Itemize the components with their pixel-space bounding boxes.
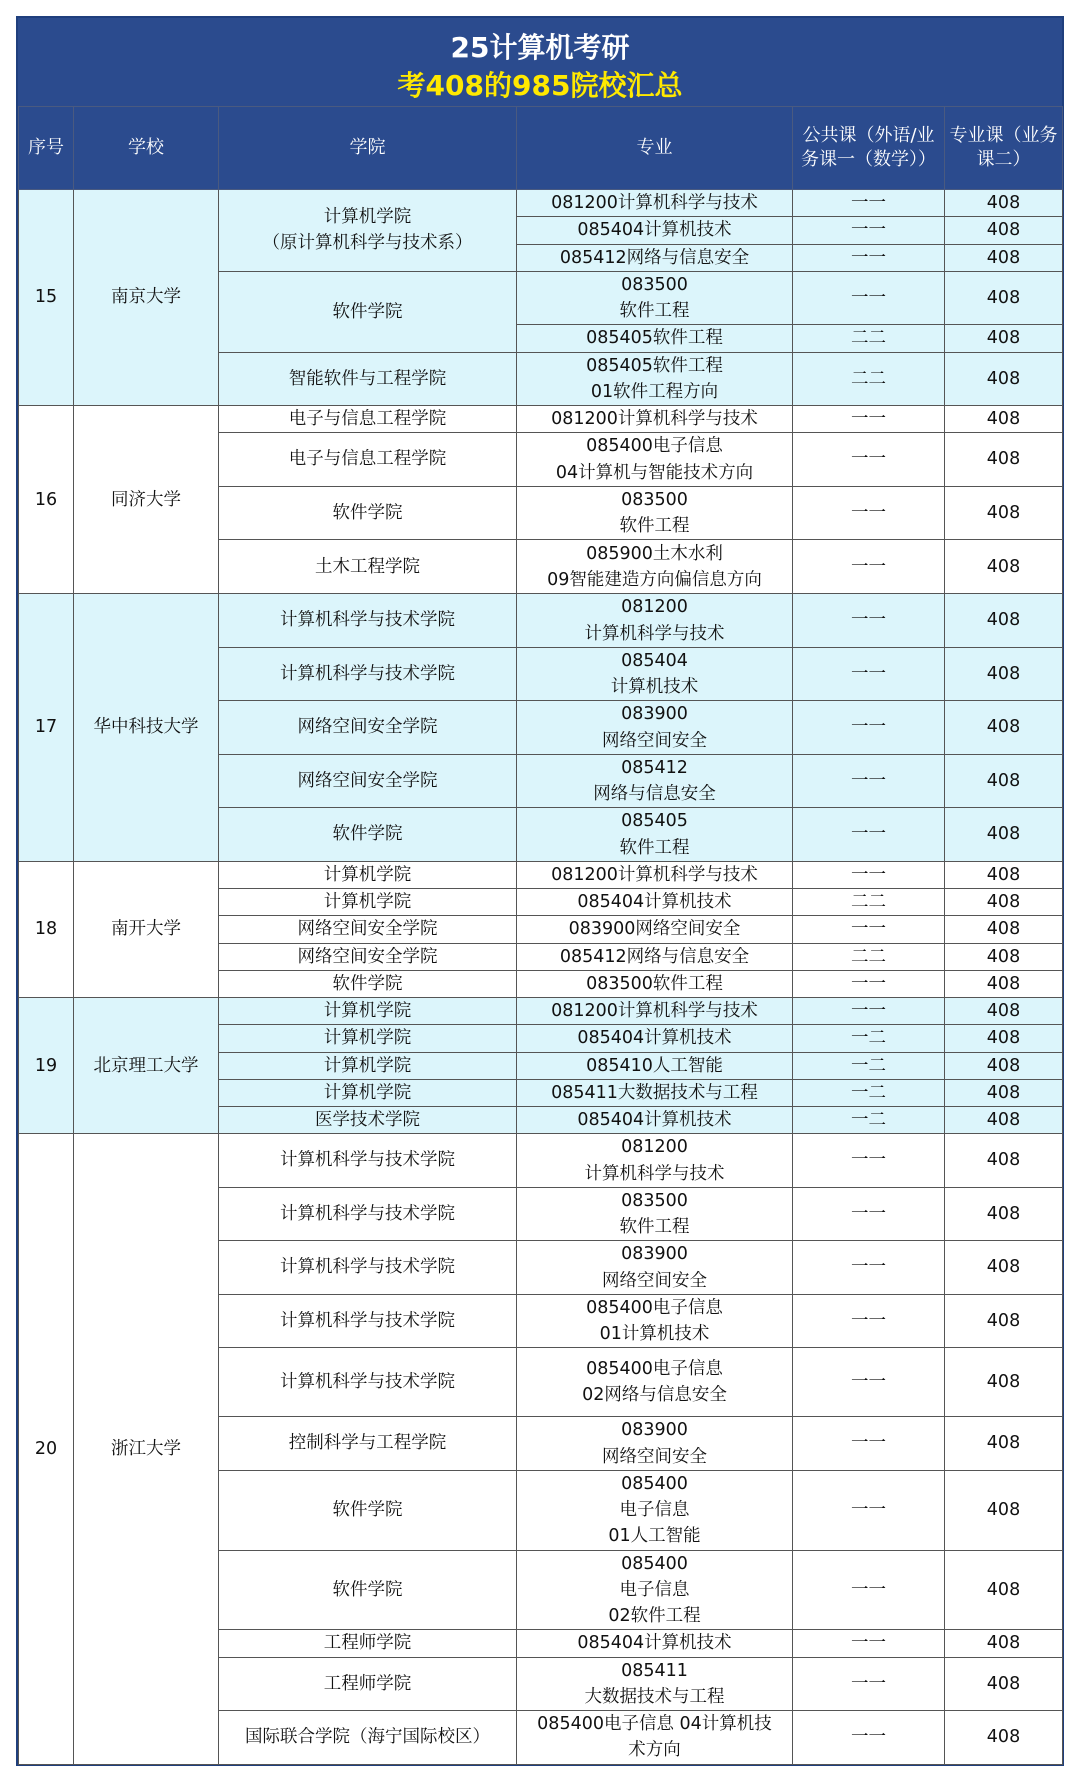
public-course: 一一 — [793, 998, 945, 1025]
public-course: 一二 — [793, 1107, 945, 1134]
school-name: 同济大学 — [74, 406, 219, 594]
public-course: 一一 — [793, 433, 945, 487]
title-band — [18, 18, 1062, 108]
professional-course: 408 — [945, 540, 1063, 594]
col-header-college: 学院 — [219, 107, 517, 190]
public-course: 一二 — [793, 1079, 945, 1106]
table-row — [19, 1134, 1063, 1188]
school-name: 浙江大学 — [74, 1134, 219, 1764]
major-name: 085412 网络与信息安全 — [517, 754, 793, 808]
college-name: 土木工程学院 — [219, 540, 517, 594]
public-course: 二二 — [793, 889, 945, 916]
college-name: 软件学院 — [219, 1550, 517, 1630]
professional-course: 408 — [945, 647, 1063, 701]
major-name: 085411 大数据技术与工程 — [517, 1657, 793, 1711]
professional-course: 408 — [945, 1241, 1063, 1295]
college-name: 计算机科学与技术学院 — [219, 1294, 517, 1348]
table-row — [19, 594, 1063, 648]
major-name: 081200 计算机科学与技术 — [517, 1134, 793, 1188]
school-name: 华中科技大学 — [74, 594, 219, 862]
public-course: 一一 — [793, 1294, 945, 1348]
professional-course: 408 — [945, 1079, 1063, 1106]
major-name: 081200计算机科学与技术 — [517, 861, 793, 888]
public-course: 一一 — [793, 970, 945, 997]
public-course: 一一 — [793, 861, 945, 888]
professional-course: 408 — [945, 1550, 1063, 1630]
major-name: 083500 软件工程 — [517, 486, 793, 540]
college-name: 国际联合学院（海宁国际校区） — [219, 1711, 517, 1765]
col-header-public: 公共课（外语/业务课一（数学）） — [793, 107, 945, 190]
public-course: 一一 — [793, 1657, 945, 1711]
major-name: 085900土木水利 09智能建造方向偏信息方向 — [517, 540, 793, 594]
professional-course: 408 — [945, 1052, 1063, 1079]
major-name: 083900 网络空间安全 — [517, 1241, 793, 1295]
public-course: 一一 — [793, 1470, 945, 1550]
public-course: 一一 — [793, 754, 945, 808]
major-name: 085404计算机技术 — [517, 1107, 793, 1134]
major-name: 085400电子信息 04计算机与智能技术方向 — [517, 433, 793, 487]
college-name: 工程师学院 — [219, 1630, 517, 1657]
row-number: 15 — [19, 190, 74, 406]
professional-course: 408 — [945, 1294, 1063, 1348]
public-course: 一一 — [793, 486, 945, 540]
professional-course: 408 — [945, 943, 1063, 970]
public-course: 二二 — [793, 352, 945, 406]
public-course: 一一 — [793, 190, 945, 217]
major-name: 085412网络与信息安全 — [517, 943, 793, 970]
professional-course: 408 — [945, 486, 1063, 540]
public-course: 一一 — [793, 701, 945, 755]
professional-course: 408 — [945, 1630, 1063, 1657]
school-name: 南开大学 — [74, 861, 219, 997]
major-name: 085400 电子信息 02软件工程 — [517, 1550, 793, 1630]
public-course: 一一 — [793, 244, 945, 271]
table-row — [19, 190, 1063, 217]
college-name: 网络空间安全学院 — [219, 754, 517, 808]
major-name: 085405 软件工程 — [517, 808, 793, 862]
college-name: 计算机科学与技术学院 — [219, 1241, 517, 1295]
professional-course: 408 — [945, 217, 1063, 244]
professional-course: 408 — [945, 1657, 1063, 1711]
public-course: 一一 — [793, 1711, 945, 1765]
professional-course: 408 — [945, 271, 1063, 325]
college-name: 控制科学与工程学院 — [219, 1417, 517, 1471]
major-name: 083500 软件工程 — [517, 271, 793, 325]
professional-course: 408 — [945, 1187, 1063, 1241]
professional-course: 408 — [945, 808, 1063, 862]
professional-course: 408 — [945, 754, 1063, 808]
college-name: 计算机科学与技术学院 — [219, 1187, 517, 1241]
major-name: 081200计算机科学与技术 — [517, 406, 793, 433]
college-name: 医学技术学院 — [219, 1107, 517, 1134]
professional-course: 408 — [945, 1025, 1063, 1052]
major-name: 085404 计算机技术 — [517, 647, 793, 701]
college-name: 计算机学院 — [219, 861, 517, 888]
row-number: 20 — [19, 1134, 74, 1764]
college-name: 计算机科学与技术学院 — [219, 1134, 517, 1188]
college-name: 智能软件与工程学院 — [219, 352, 517, 406]
college-name: 软件学院 — [219, 271, 517, 352]
page-title: 25计算机考研 — [450, 31, 630, 64]
major-name: 081200计算机科学与技术 — [517, 998, 793, 1025]
college-name: 计算机学院 — [219, 1052, 517, 1079]
college-name: 计算机科学与技术学院 — [219, 594, 517, 648]
public-course: 一一 — [793, 808, 945, 862]
major-name: 083500软件工程 — [517, 970, 793, 997]
public-course: 一一 — [793, 217, 945, 244]
professional-course: 408 — [945, 352, 1063, 406]
major-name: 085410人工智能 — [517, 1052, 793, 1079]
professional-course: 408 — [945, 701, 1063, 755]
public-course: 一一 — [793, 1348, 945, 1417]
college-name: 计算机科学与技术学院 — [219, 647, 517, 701]
major-name: 083500 软件工程 — [517, 1187, 793, 1241]
college-name: 软件学院 — [219, 808, 517, 862]
professional-course: 408 — [945, 1417, 1063, 1471]
page-subtitle: 考408的985院校汇总 — [397, 69, 683, 102]
public-course: 一一 — [793, 1630, 945, 1657]
professional-course: 408 — [945, 433, 1063, 487]
professional-course: 408 — [945, 916, 1063, 943]
professional-course: 408 — [945, 594, 1063, 648]
major-name: 085400电子信息 01计算机技术 — [517, 1294, 793, 1348]
row-number: 19 — [19, 998, 74, 1134]
public-course: 一一 — [793, 647, 945, 701]
row-number: 17 — [19, 594, 74, 862]
major-name: 085400电子信息 02网络与信息安全 — [517, 1348, 793, 1417]
major-name: 085404计算机技术 — [517, 1630, 793, 1657]
public-course: 二二 — [793, 325, 945, 352]
college-name: 软件学院 — [219, 486, 517, 540]
public-course: 二二 — [793, 943, 945, 970]
professional-course: 408 — [945, 889, 1063, 916]
college-name: 网络空间安全学院 — [219, 943, 517, 970]
header-row — [19, 107, 1063, 190]
professional-course: 408 — [945, 1134, 1063, 1188]
college-name: 计算机学院 — [219, 998, 517, 1025]
school-name: 南京大学 — [74, 190, 219, 406]
professional-course: 408 — [945, 1348, 1063, 1417]
public-course: 一一 — [793, 1550, 945, 1630]
public-course: 一一 — [793, 1134, 945, 1188]
row-number: 18 — [19, 861, 74, 997]
college-name: 网络空间安全学院 — [219, 701, 517, 755]
professional-course: 408 — [945, 325, 1063, 352]
major-name: 085404计算机技术 — [517, 1025, 793, 1052]
public-course: 一一 — [793, 406, 945, 433]
college-name: 计算机学院 — [219, 1079, 517, 1106]
school-name: 北京理工大学 — [74, 998, 219, 1134]
major-name: 085404计算机技术 — [517, 889, 793, 916]
major-name: 085405软件工程 01软件工程方向 — [517, 352, 793, 406]
table-row — [19, 861, 1063, 888]
public-course: 一一 — [793, 1187, 945, 1241]
col-header-major: 专业 — [517, 107, 793, 190]
college-name: 工程师学院 — [219, 1657, 517, 1711]
college-name: 网络空间安全学院 — [219, 916, 517, 943]
col-header-no: 序号 — [19, 107, 74, 190]
professional-course: 408 — [945, 998, 1063, 1025]
college-name: 电子与信息工程学院 — [219, 406, 517, 433]
major-name: 085411大数据技术与工程 — [517, 1079, 793, 1106]
professional-course: 408 — [945, 970, 1063, 997]
public-course: 一一 — [793, 540, 945, 594]
major-name: 085405软件工程 — [517, 325, 793, 352]
major-name: 085404计算机技术 — [517, 217, 793, 244]
row-number: 16 — [19, 406, 74, 594]
major-name: 085400电子信息 04计算机技 术方向 — [517, 1711, 793, 1765]
public-course: 一一 — [793, 916, 945, 943]
college-name: 软件学院 — [219, 1470, 517, 1550]
public-course: 一一 — [793, 1241, 945, 1295]
table-frame — [16, 16, 1064, 1766]
public-course: 一二 — [793, 1025, 945, 1052]
major-name: 081200计算机科学与技术 — [517, 190, 793, 217]
professional-course: 408 — [945, 861, 1063, 888]
col-header-school: 学校 — [74, 107, 219, 190]
col-header-professional: 专业课（业务课二） — [945, 107, 1063, 190]
table-body — [19, 190, 1063, 1765]
professional-course: 408 — [945, 406, 1063, 433]
professional-course: 408 — [945, 1711, 1063, 1765]
professional-course: 408 — [945, 244, 1063, 271]
public-course: 一一 — [793, 271, 945, 325]
table-row — [19, 998, 1063, 1025]
major-name: 081200 计算机科学与技术 — [517, 594, 793, 648]
college-name: 计算机学院 — [219, 889, 517, 916]
professional-course: 408 — [945, 1107, 1063, 1134]
college-name: 软件学院 — [219, 970, 517, 997]
public-course: 一一 — [793, 1417, 945, 1471]
major-name: 083900网络空间安全 — [517, 916, 793, 943]
major-name: 085400 电子信息 01人工智能 — [517, 1470, 793, 1550]
college-name: 计算机科学与技术学院 — [219, 1348, 517, 1417]
major-name: 083900 网络空间安全 — [517, 701, 793, 755]
table-row — [19, 406, 1063, 433]
professional-course: 408 — [945, 1470, 1063, 1550]
college-name: 计算机学院 — [219, 1025, 517, 1052]
major-name: 085412网络与信息安全 — [517, 244, 793, 271]
schools-table — [18, 106, 1063, 1765]
public-course: 一二 — [793, 1052, 945, 1079]
major-name: 083900 网络空间安全 — [517, 1417, 793, 1471]
public-course: 一一 — [793, 594, 945, 648]
professional-course: 408 — [945, 190, 1063, 217]
college-name: 计算机学院 （原计算机科学与技术系） — [219, 190, 517, 272]
college-name: 电子与信息工程学院 — [219, 433, 517, 487]
